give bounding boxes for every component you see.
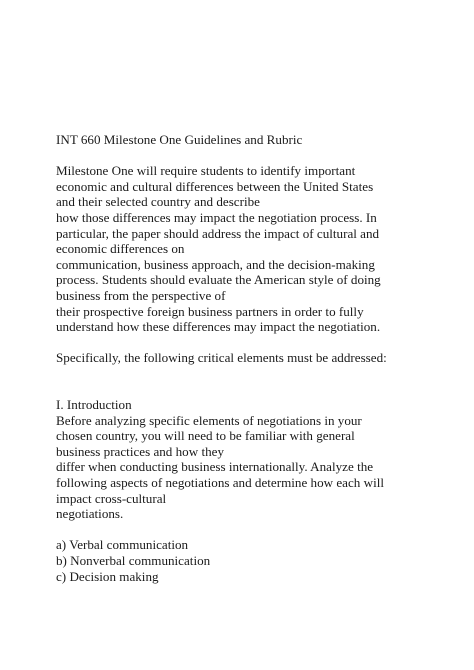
- intro-line: Milestone One will require students to identify important: [56, 163, 356, 179]
- intro-line: understand how these differences may impact the negotiation.: [56, 319, 381, 335]
- list-item: c) Decision making: [56, 568, 159, 584]
- list-item: a) Verbal communication: [56, 537, 189, 553]
- document-body: [56, 132, 470, 584]
- critical-elements-line: Specifically, the following critical elements must be addressed:: [56, 350, 387, 366]
- section-line: following aspects of negotiations and determine how each will: [56, 475, 384, 491]
- section-paragraph: [56, 413, 470, 522]
- intro-line: process. Students should evaluate the American style of doing: [56, 272, 381, 288]
- document-title: INT 660 Milestone One Guidelines and Rubric: [56, 132, 303, 147]
- section-line: differ when conducting business internationally. Analyze the: [56, 459, 374, 475]
- section-line: negotiations.: [56, 506, 124, 522]
- section-line: business practices and how they: [56, 443, 224, 459]
- spacer: [56, 522, 470, 538]
- section-line: Before analyzing specific elements of negotiations in your: [56, 412, 362, 428]
- section-line: chosen country, you will need to be familiar with general: [56, 428, 355, 444]
- intro-line: economic and cultural differences between the United States: [56, 178, 374, 194]
- intro-line: their prospective foreign business partners in order to fully: [56, 303, 364, 319]
- intro-line: particular, the paper should address the impact of cultural and: [56, 225, 380, 241]
- spacer: [56, 335, 470, 351]
- intro-line: communication, business approach, and the decision-making: [56, 256, 375, 272]
- aspects-list: [56, 537, 470, 584]
- list-item: b) Nonverbal communication: [56, 553, 211, 569]
- section-line: impact cross-cultural: [56, 490, 167, 506]
- intro-line: business from the perspective of: [56, 287, 226, 303]
- intro-paragraph: [56, 163, 470, 335]
- intro-line: how those differences may impact the negotiation process. In: [56, 209, 377, 225]
- spacer: [56, 382, 470, 398]
- spacer: [56, 148, 470, 164]
- intro-line: economic differences on: [56, 241, 185, 257]
- spacer: [56, 366, 470, 382]
- section-heading: I. Introduction: [56, 397, 132, 413]
- intro-line: and their selected country and describe: [56, 194, 260, 210]
